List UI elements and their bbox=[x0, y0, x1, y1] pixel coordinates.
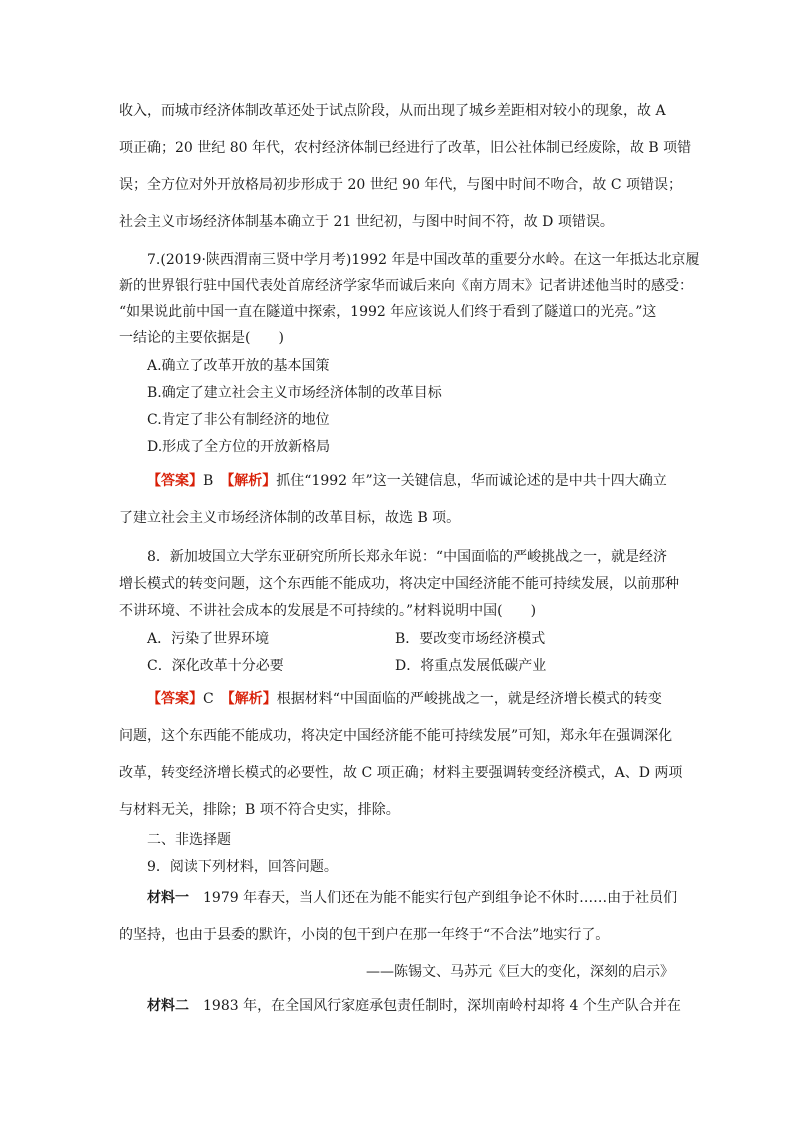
prev-line-3: 误；全方位对外开放格局初步形成于 20 世纪 90 年代，与图中时间不吻合，故 C 项错误； bbox=[119, 177, 683, 193]
q7-stem-1: 7.(2019·陕西渭南三贤中学月考)1992 年是中国改革的重要分水岭。在这一年抵达北京履 bbox=[147, 252, 700, 268]
prev-line-2: 项正确；20 世纪 80 年代，农村经济体制已经进行了改革，旧公社体制已经废除，故 B 项错 bbox=[119, 140, 692, 156]
q9-material1-line bbox=[147, 888, 677, 908]
q8-option-a: A．污染了世界环境 bbox=[147, 631, 270, 647]
prev-line-4: 社会主义市场经济体制基本确立于 21 世纪初，与图中时间不符，故 D 项错误。 bbox=[119, 214, 614, 230]
analysis-tag: 【解析】 bbox=[227, 691, 277, 707]
q9-stem: 9．阅读下列材料，回答问题。 bbox=[147, 859, 338, 875]
material1-label: 材料一 bbox=[147, 890, 189, 906]
answer-tag: 【答案】 bbox=[147, 473, 203, 489]
q7-answer-line bbox=[147, 471, 667, 491]
material1-text-first: 1979 年春天，当人们还在为能不能实行包产到组争论不休时……由于社员们 bbox=[189, 890, 678, 906]
q8-answer: C bbox=[203, 691, 214, 707]
q7-analysis-first: 抓住“1992 年”这一关键信息，华而诚论述的是中共十四大确立 bbox=[276, 473, 667, 489]
q8-option-c: C．深化改革十分必要 bbox=[147, 658, 284, 674]
q7-option-d: D.形成了全方位的开放新格局 bbox=[147, 439, 331, 455]
q7-stem-2: 新的世界银行驻中国代表处首席经济学家华而诚后来向《南方周末》记者讲述他当时的感受： bbox=[119, 278, 693, 294]
q7-answer: B bbox=[203, 473, 214, 489]
q8-option-b: B．要改变市场经济模式 bbox=[395, 631, 546, 647]
q9-material2-line bbox=[147, 996, 681, 1016]
q8-analysis-4: 与材料无关，排除；B 项不符合史实，排除。 bbox=[119, 802, 400, 818]
q8-stem-1: 8．新加坡国立大学东亚研究所所长郑永年说：“中国面临的严峻挑战之一，就是经济 bbox=[147, 549, 668, 565]
q8-analysis-first: 根据材料“中国面临的严峻挑战之一，就是经济增长模式的转变 bbox=[276, 691, 662, 707]
q8-option-d: D．将重点发展低碳产业 bbox=[395, 658, 547, 674]
q8-stem-2: 增长模式的转变问题，这个东西能不能成功，将决定中国经济能不能可持续发展，以前那种 bbox=[119, 576, 679, 592]
q8-stem-3: 不讲环境、不讲社会成本的发展是不可持续的。”材料说明中国( ) bbox=[119, 603, 537, 619]
q9-material1-source: ——陈锡文、马苏元《巨大的变化，深刻的启示》 bbox=[366, 964, 674, 980]
material2-label: 材料二 bbox=[147, 998, 189, 1014]
prev-line-1: 收入，而城市经济体制改革还处于试点阶段，从而出现了城乡差距相对较小的现象，故 A bbox=[119, 103, 666, 119]
q7-option-b: B.确定了建立社会主义市场经济体制的改革目标 bbox=[147, 385, 442, 401]
section-title: 二、非选择题 bbox=[147, 832, 231, 848]
q9-material1-line-2: 的坚持，也由于县委的默许，小岗的包干到户在那一年终于“不合法”地实行了。 bbox=[119, 927, 610, 943]
answer-tag: 【答案】 bbox=[147, 691, 203, 707]
q7-option-a: A.确立了改革开放的基本国策 bbox=[147, 358, 330, 374]
q7-option-c: C.肯定了非公有制经济的地位 bbox=[147, 412, 330, 428]
q7-analysis-2: 了建立社会主义市场经济体制的改革目标，故选 B 项。 bbox=[119, 510, 461, 526]
q7-stem-3: “如果说此前中国一直在隧道中探索，1992 年应该说人们终于看到了隧道口的光亮。”这 bbox=[119, 304, 657, 320]
q7-stem-4: 一结论的主要依据是( ) bbox=[119, 330, 284, 346]
q8-answer-line bbox=[147, 689, 662, 709]
q8-analysis-2: 问题，这个东西能不能成功，将决定中国经济能不能可持续发展”可知，郑永年在强调深化 bbox=[119, 728, 673, 744]
material2-text-first: 1983 年，在全国风行家庭承包责任制时，深圳南岭村却将 4 个生产队合并在 bbox=[189, 998, 681, 1014]
analysis-tag: 【解析】 bbox=[227, 473, 277, 489]
q8-analysis-3: 改革，转变经济增长模式的必要性，故 C 项正确；材料主要强调转变经济模式，A、D 两项 bbox=[119, 765, 683, 781]
